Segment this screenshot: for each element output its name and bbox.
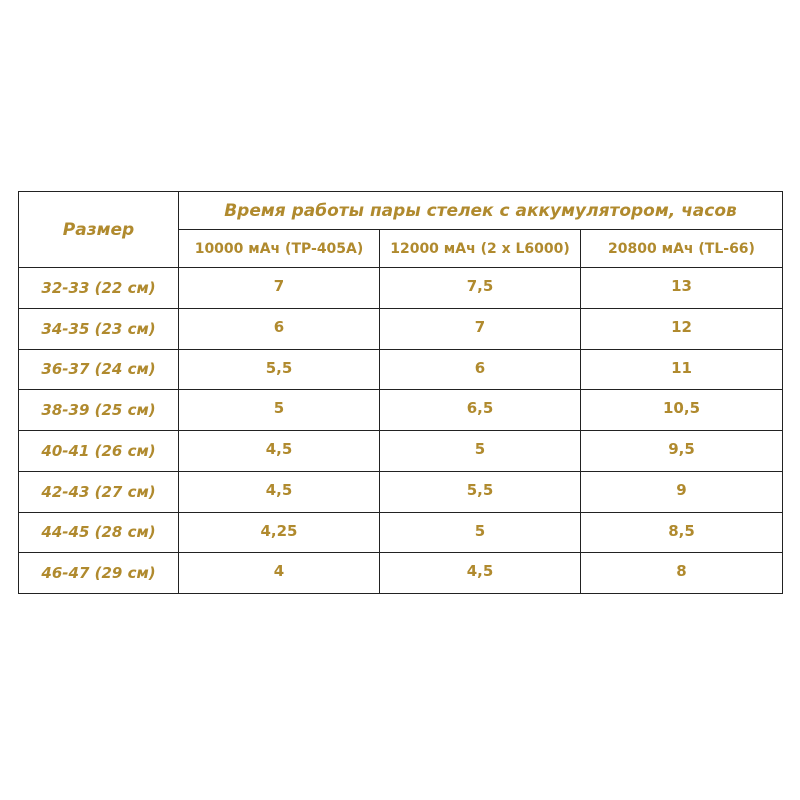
table-row (19, 553, 783, 594)
table-row (19, 431, 783, 472)
table-row (19, 390, 783, 431)
value-cell: 6 (179, 308, 380, 349)
value-cell: 7,5 (380, 268, 581, 309)
value-cell: 9 (581, 471, 783, 512)
value-cell: 5 (380, 512, 581, 553)
value-cell: 7 (179, 268, 380, 309)
column-header: 10000 мАч (TP-405A) (179, 230, 380, 268)
value-cell: 5,5 (380, 471, 581, 512)
table-row (19, 268, 783, 309)
value-cell: 11 (581, 349, 783, 390)
table-row (19, 512, 783, 553)
value-cell: 5 (179, 390, 380, 431)
value-cell: 8,5 (581, 512, 783, 553)
value-cell: 7 (380, 308, 581, 349)
value-cell: 4,5 (179, 471, 380, 512)
size-cell: 46-47 (29 см) (19, 553, 179, 594)
column-header: 12000 мАч (2 x L6000) (380, 230, 581, 268)
table-row (19, 471, 783, 512)
size-cell: 38-39 (25 см) (19, 390, 179, 431)
value-cell: 13 (581, 268, 783, 309)
header-row (19, 192, 783, 230)
size-cell: 44-45 (28 см) (19, 512, 179, 553)
value-cell: 4,25 (179, 512, 380, 553)
value-cell: 10,5 (581, 390, 783, 431)
value-cell: 6,5 (380, 390, 581, 431)
value-cell: 4,5 (380, 553, 581, 594)
value-cell: 6 (380, 349, 581, 390)
table-row (19, 349, 783, 390)
value-cell: 8 (581, 553, 783, 594)
size-cell: 32-33 (22 см) (19, 268, 179, 309)
value-cell: 9,5 (581, 431, 783, 472)
size-header: Размер (19, 192, 179, 268)
battery-runtime-table (18, 191, 783, 594)
value-cell: 4 (179, 553, 380, 594)
table-row (19, 308, 783, 349)
size-cell: 42-43 (27 см) (19, 471, 179, 512)
column-header: 20800 мАч (TL-66) (581, 230, 783, 268)
value-cell: 5 (380, 431, 581, 472)
value-cell: 5,5 (179, 349, 380, 390)
value-cell: 12 (581, 308, 783, 349)
size-cell: 36-37 (24 см) (19, 349, 179, 390)
value-cell: 4,5 (179, 431, 380, 472)
size-cell: 34-35 (23 см) (19, 308, 179, 349)
runtime-group-header: Время работы пары стелек с аккумулятором, часов (179, 192, 783, 230)
size-cell: 40-41 (26 см) (19, 431, 179, 472)
